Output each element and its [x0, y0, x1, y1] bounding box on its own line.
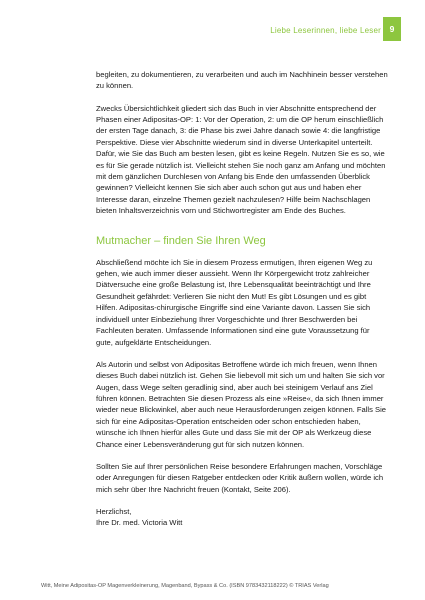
paragraph-4: Als Autorin und selbst von Adipositas Betroffene würde ich mich freuen, wenn Ihnen dieses Buch dabei nützlich ist. Gehen Sie liebevoll mit sich um und halten Sie sich vor Augen, dass Wege selten geradlinig sind, aber auch bei steinigem Verlauf ans Ziel führen können. Betrachten Sie diesen Prozess als eine »Reise«, da sich Ihnen immer wieder neue Blickwinkel, aber auch neue Herausforderungen zeigen können. Falls Sie sich für eine Adipositas-Operation entscheiden oder schon entschieden haben, wünsche ich Ihnen hierfür alles Gute und dass Sie mit der OP als Werkzeug diese Chance einer Lebensveränderung gut für sich nutzen können.: [96, 359, 387, 449]
paragraph-1: begleiten, zu dokumentieren, zu verarbeiten und auch im Nachhinein besser verstehen zu können.: [96, 70, 388, 91]
footer-citation: Witt, Meine Adipositas-OP Magenverkleinerung, Magenband, Bypass & Co. (ISBN 9783432118222) © TRIAS Verlag: [41, 583, 329, 589]
closing-line: Herzlichst,: [96, 506, 132, 516]
section-heading: Mutmacher – finden Sie Ihren Weg: [96, 234, 266, 247]
paragraph-5: Sollten Sie auf Ihrer persönlichen Reise besondere Erfahrungen machen, Vorschläge oder Anregungen für diesen Ratgeber entdecken oder Kritik äußern wollen, würde ich mich sehr über Ihre Nachricht freuen (Kontakt, Seite 206).: [96, 461, 384, 494]
paragraph-2: Zwecks Übersichtlichkeit gliedert sich das Buch in vier Abschnitte entsprechend der Phasen einer Adipositas-OP: 1: Vor der Operation, 2: um die OP herum einschließlich der ersten Tage danach, 3: die Phase bis zwei Jahre danach sowie 4: die langfristige Perspektive. Diese vier Abschnitte wiederum sind in diverse Unterkapitel unterteilt. Dafür, wie Sie das Buch am besten lesen, gibt es keine Regeln. Nutzen Sie es so, wie es für Sie gerade nützlich ist. Vielleicht stehen Sie noch ganz am Anfang und möchten mit dem gänzlichen Durchlesen von Anfang bis Ende den umfassenden Überblick gewinnen? Vielleicht kennen Sie sich aber auch schon gut aus und haben eher Interesse daran, einzelne Themen gezielt nachzulesen? Hilfe beim Nachschlagen bieten Inhaltsverzeichnis vorn und Stichwortregister am Ende des Buches.: [96, 103, 386, 216]
running-header: Liebe Leserinnen, liebe Leser: [270, 26, 381, 35]
page-header: [0, 0, 425, 42]
page-number: 9: [389, 24, 395, 34]
paragraph-3: Abschließend möchte ich Sie in diesem Prozess ermutigen, Ihren eigenen Weg zu gehen, wie auch immer dieser aussieht. Wenn Ihr Körpergewicht trotz zahlreicher Diätversuche eine große Belastung ist, Ihre Lebensqualität beeinträchtigt und Ihre Gesundheit gefährdet: Verlieren Sie nicht den Mut! Es gibt Lösungen und es gibt Hilfen. Adipositas-chirurgische Eingriffe sind eine Variante davon. Lassen Sie sich individuell unter Einbeziehung Ihrer Vorgeschichte und Ihrer Beschwerden bei Fachleuten beraten. Umfassende Informationen sind eine gute Voraussetzung für gute, aufgeklärte Entscheidungen.: [96, 257, 373, 347]
body-text: [96, 69, 388, 539]
signature-line: Ihre Dr. med. Victoria Witt: [96, 518, 183, 528]
page-number-badge: [383, 17, 401, 41]
